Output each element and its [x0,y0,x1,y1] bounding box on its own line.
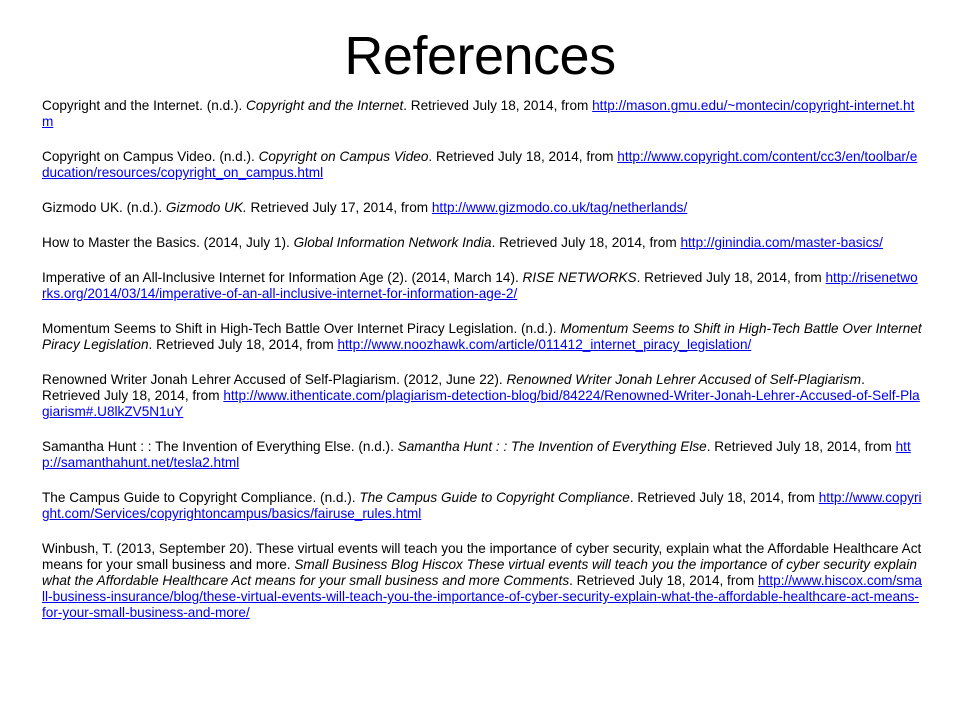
reference-list [42,98,922,640]
reference-retrieved-text: . Retrieved July 18, 2014, from [636,270,826,285]
reference-text: Renowned Writer Jonah Lehrer Accused of Self-Plagiarism. (2012, June 22). [42,372,507,387]
reference-source-title: Global Information Network India [293,235,492,250]
reference-link[interactable]: http://risenetworks.org/2014/03/14/imperative-of-an-all-inclusive-internet-for-information-age-2/ [42,270,918,301]
reference-source-title: The Campus Guide to Copyright Compliance [359,490,630,505]
reference-link[interactable]: http://mason.gmu.edu/~montecin/copyright-internet.htm [42,98,915,129]
reference-source-title: Renowned Writer Jonah Lehrer Accused of Self-Plagiarism [506,372,862,387]
reference-retrieved-text: . Retrieved July 18, 2014, from [629,490,819,505]
reference-link[interactable]: http://www.copyright.com/Services/copyrightoncampus/basics/fairuse_rules.html [42,490,922,521]
reference-link[interactable]: http://www.noozhawk.com/article/011412_internet_piracy_legislation/ [337,337,752,352]
reference-source-title: Copyright on Campus Video [258,149,429,164]
reference-retrieved-text: Retrieved July 17, 2014, from [246,200,432,215]
reference-source-title: Small Business Blog Hiscox These virtual events will teach you the importance of cyber security explain what the Affordable Healthcare Act means for your small business and more Comments [42,557,917,588]
reference-item [42,439,922,471]
slide-title: References [344,26,616,86]
reference-text: The Campus Guide to Copyright Compliance. (n.d.). [42,490,360,505]
reference-link[interactable]: http://www.hiscox.com/small-business-insurance/blog/these-virtual-events-will-teach-you-the-importance-of-cyber-security-explain-what-the-affordable-healthcare-act-means-for-your-small-business-and-more/ [42,573,922,620]
reference-text: Momentum Seems to Shift in High-Tech Battle Over Internet Piracy Legislation. (n.d.). [42,321,561,336]
reference-source-title: Momentum Seems to Shift in High-Tech Battle Over Internet Piracy Legislation [42,321,922,352]
reference-retrieved-text: . Retrieved July 18, 2014, from [569,573,759,588]
reference-item [42,541,922,621]
reference-item [42,235,922,251]
reference-item [42,321,922,353]
reference-source-title: Copyright and the Internet [246,98,404,113]
reference-item [42,98,922,130]
reference-item [42,270,922,302]
reference-text: Gizmodo UK. (n.d.). [42,200,166,215]
reference-retrieved-text: . Retrieved July 18, 2014, from [42,372,865,403]
reference-source-title: Gizmodo UK. [165,200,247,215]
reference-text: Samantha Hunt : : The Invention of Everything Else. (n.d.). [42,439,398,454]
reference-source-title: Samantha Hunt : : The Invention of Everything Else [397,439,707,454]
reference-text: How to Master the Basics. (2014, July 1). [42,235,294,250]
reference-item [42,200,922,216]
reference-retrieved-text: . Retrieved July 18, 2014, from [706,439,896,454]
reference-item [42,490,922,522]
reference-link[interactable]: http://ginindia.com/master-basics/ [680,235,883,250]
reference-retrieved-text: . Retrieved July 18, 2014, from [428,149,618,164]
reference-retrieved-text: . Retrieved July 18, 2014, from [148,337,338,352]
reference-text: Copyright on Campus Video. (n.d.). [42,149,259,164]
reference-link[interactable]: http://samanthahunt.net/tesla2.html [42,439,911,470]
reference-source-title: RISE NETWORKS [522,270,637,285]
reference-item [42,372,922,420]
reference-text: Imperative of an All-Inclusive Internet for Information Age (2). (2014, March 14). [42,270,523,285]
reference-text: Copyright and the Internet. (n.d.). [42,98,247,113]
reference-link[interactable]: http://www.ithenticate.com/plagiarism-detection-blog/bid/84224/Renowned-Writer-Jonah-Lehrer-Accused-of-Self-Plagiarism#.U8lkZV5N1uY [42,388,920,419]
reference-item [42,149,922,181]
reference-link[interactable]: http://www.gizmodo.co.uk/tag/netherlands/ [431,200,688,215]
reference-text: Winbush, T. (2013, September 20). These virtual events will teach you the importance of cyber security, explain what the Affordable Healthcare Act means for your small business and more. [42,541,922,572]
reference-link[interactable]: http://www.copyright.com/content/cc3/en/toolbar/education/resources/copyright_on_campus.html [42,149,918,180]
reference-retrieved-text: . Retrieved July 18, 2014, from [403,98,593,113]
reference-retrieved-text: . Retrieved July 18, 2014, from [491,235,681,250]
